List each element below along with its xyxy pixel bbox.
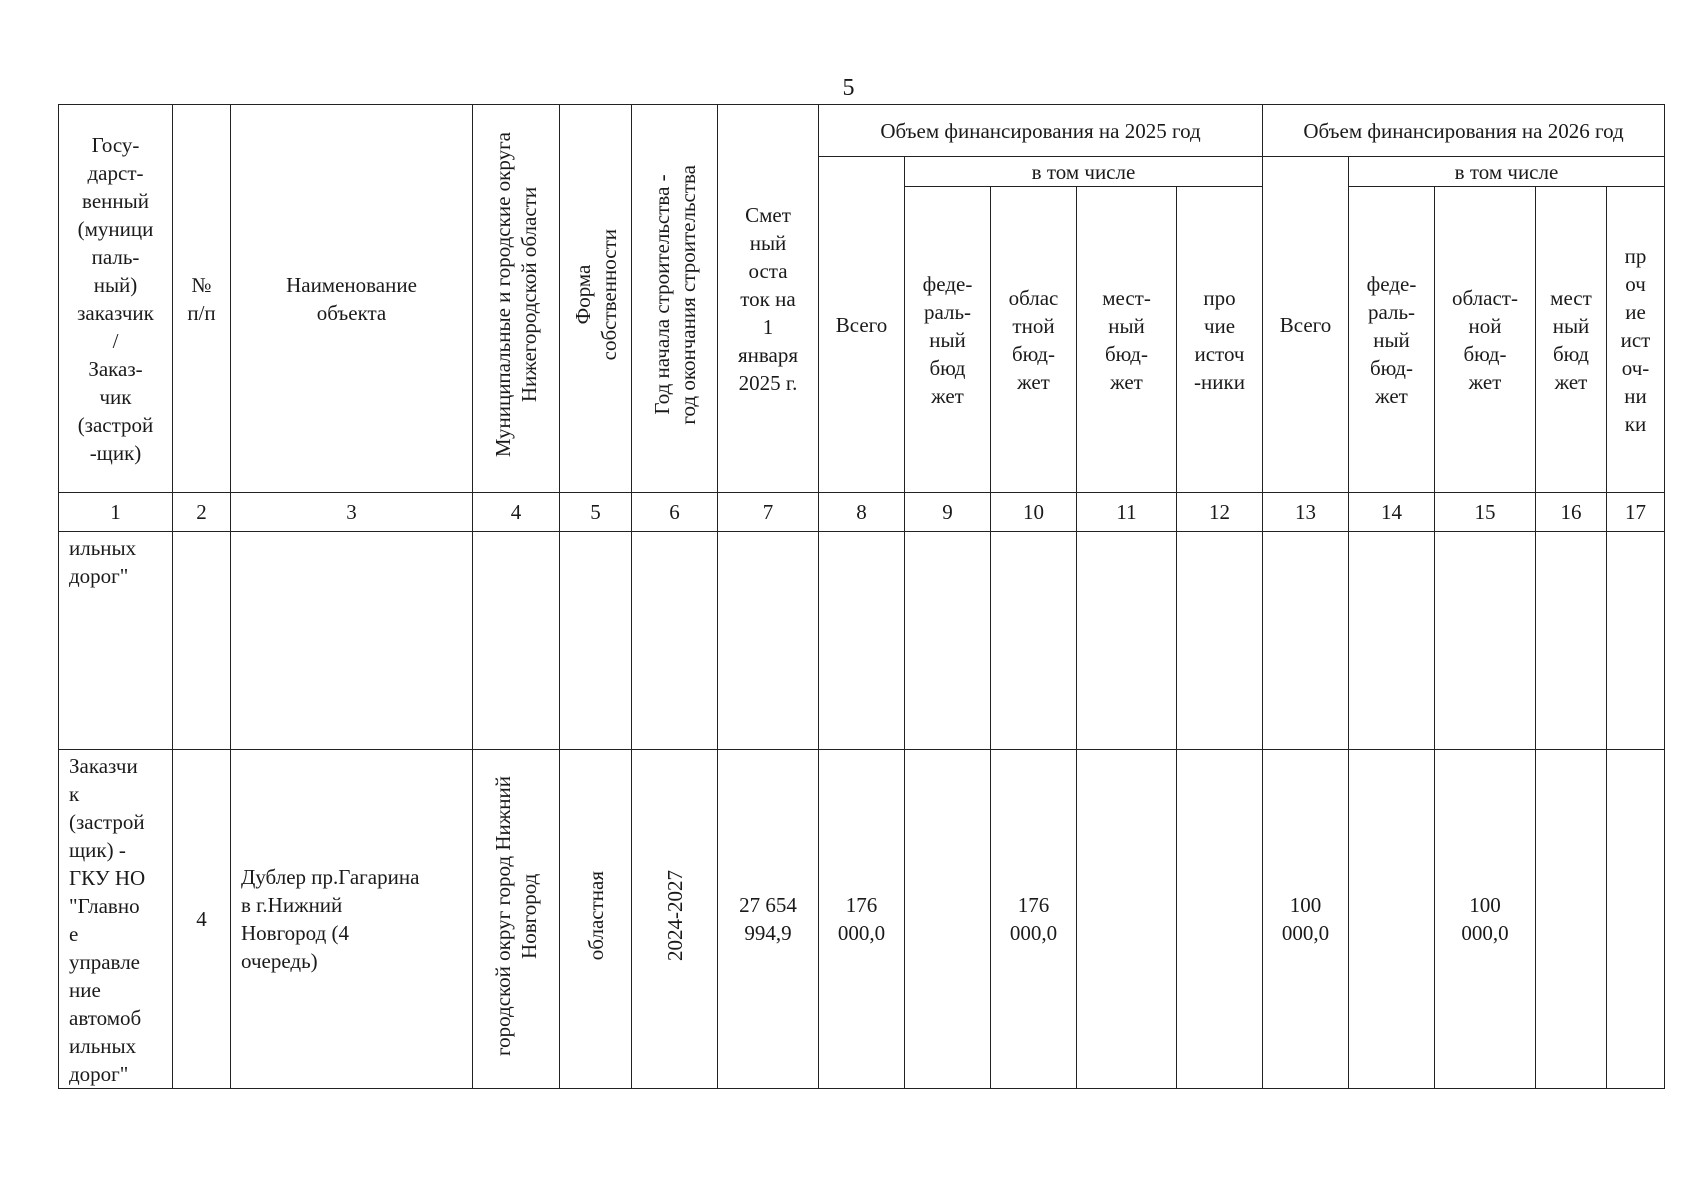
- cell-empty: [1177, 532, 1263, 750]
- cell-customer: ильных дорог": [59, 532, 173, 750]
- cell-empty: [560, 532, 632, 750]
- cell-object-name: Дублер пр.Гагарина в г.Нижний Новгород (4 очередь): [231, 750, 473, 1089]
- cell-remainder: 27 654 994,9: [718, 750, 819, 1089]
- header-loc-2026: мест ный бюд жет: [1536, 187, 1607, 493]
- cell-loc-2025: [1077, 750, 1177, 1089]
- cell-empty: [819, 532, 905, 750]
- column-number: 1: [59, 493, 173, 532]
- header-incl-2025: в том числе: [905, 157, 1263, 187]
- header-reg-2025: облас тной бюд- жет: [991, 187, 1077, 493]
- cell-empty: [473, 532, 560, 750]
- header-reg-2026: област- ной бюд- жет: [1435, 187, 1536, 493]
- header-municipal: Муниципальные и городские округа Нижегородской области: [473, 105, 560, 493]
- cell-reg-2025: 176 000,0: [991, 750, 1077, 1089]
- header-total-2026: Всего: [1263, 157, 1349, 493]
- cell-total-2025: 176 000,0: [819, 750, 905, 1089]
- header-total-2025: Всего: [819, 157, 905, 493]
- header-loc-2025: мест- ный бюд- жет: [1077, 187, 1177, 493]
- cell-empty: [718, 532, 819, 750]
- cell-empty: [632, 532, 718, 750]
- table-row-continuation: [59, 532, 1665, 750]
- table-row-4: [59, 750, 1665, 1089]
- cell-empty: [1435, 532, 1536, 750]
- cell-empty: [905, 532, 991, 750]
- header-years: Год начала строительства - год окончания строительства: [632, 105, 718, 493]
- cell-loc-2026: [1536, 750, 1607, 1089]
- column-number: 9: [905, 493, 991, 532]
- header-incl-2026: в том числе: [1349, 157, 1665, 187]
- cell-empty: [1536, 532, 1607, 750]
- column-number: 3: [231, 493, 473, 532]
- cell-customer: Заказчи к (застрой щик) - ГКУ НО "Главно е управле ние автомоб ильных дорог": [59, 750, 173, 1089]
- header-fed-2025: феде- раль- ный бюд жет: [905, 187, 991, 493]
- cell-empty: [991, 532, 1077, 750]
- column-number: 15: [1435, 493, 1536, 532]
- cell-reg-2026: 100 000,0: [1435, 750, 1536, 1089]
- column-number: 5: [560, 493, 632, 532]
- column-number: 2: [173, 493, 231, 532]
- column-number: 8: [819, 493, 905, 532]
- construction-financing-table: [58, 104, 1665, 1089]
- header-customer: Госу- дарст- венный (муници паль- ный) заказчик / Заказ- чик (застрой -щик): [59, 105, 173, 493]
- cell-empty: [1349, 532, 1435, 750]
- column-number: 16: [1536, 493, 1607, 532]
- header-fin-2026: Объем финансирования на 2026 год: [1263, 105, 1665, 157]
- column-number: 10: [991, 493, 1077, 532]
- column-number-row: [59, 493, 1665, 532]
- cell-years: 2024-2027: [632, 750, 718, 1089]
- cell-total-2026: 100 000,0: [1263, 750, 1349, 1089]
- cell-np: 4: [173, 750, 231, 1089]
- cell-empty: [231, 532, 473, 750]
- header-fin-2025: Объем финансирования на 2025 год: [819, 105, 1263, 157]
- cell-oth-2025: [1177, 750, 1263, 1089]
- column-number: 11: [1077, 493, 1177, 532]
- header-oth-2026: пр оч ие ист оч- ни ки: [1607, 187, 1665, 493]
- cell-ownership: областная: [560, 750, 632, 1089]
- column-number: 13: [1263, 493, 1349, 532]
- header-oth-2025: про чие источ -ники: [1177, 187, 1263, 493]
- cell-municipal: городской округ город Нижний Новгород: [473, 750, 560, 1089]
- header-row-1: [59, 105, 1665, 157]
- cell-fed-2025: [905, 750, 991, 1089]
- column-number: 17: [1607, 493, 1665, 532]
- column-number: 4: [473, 493, 560, 532]
- cell-empty: [173, 532, 231, 750]
- column-number: 14: [1349, 493, 1435, 532]
- cell-oth-2026: [1607, 750, 1665, 1089]
- cell-fed-2026: [1349, 750, 1435, 1089]
- header-remainder: Смет ный оста ток на 1 января 2025 г.: [718, 105, 819, 493]
- column-number: 7: [718, 493, 819, 532]
- header-fed-2026: феде- раль- ный бюд- жет: [1349, 187, 1435, 493]
- header-object-name: Наименование объекта: [231, 105, 473, 493]
- column-number: 6: [632, 493, 718, 532]
- page-number: 5: [842, 75, 855, 101]
- cell-empty: [1263, 532, 1349, 750]
- cell-empty: [1077, 532, 1177, 750]
- column-number: 12: [1177, 493, 1263, 532]
- header-np: № п/п: [173, 105, 231, 493]
- header-ownership: Форма собственности: [560, 105, 632, 493]
- cell-empty: [1607, 532, 1665, 750]
